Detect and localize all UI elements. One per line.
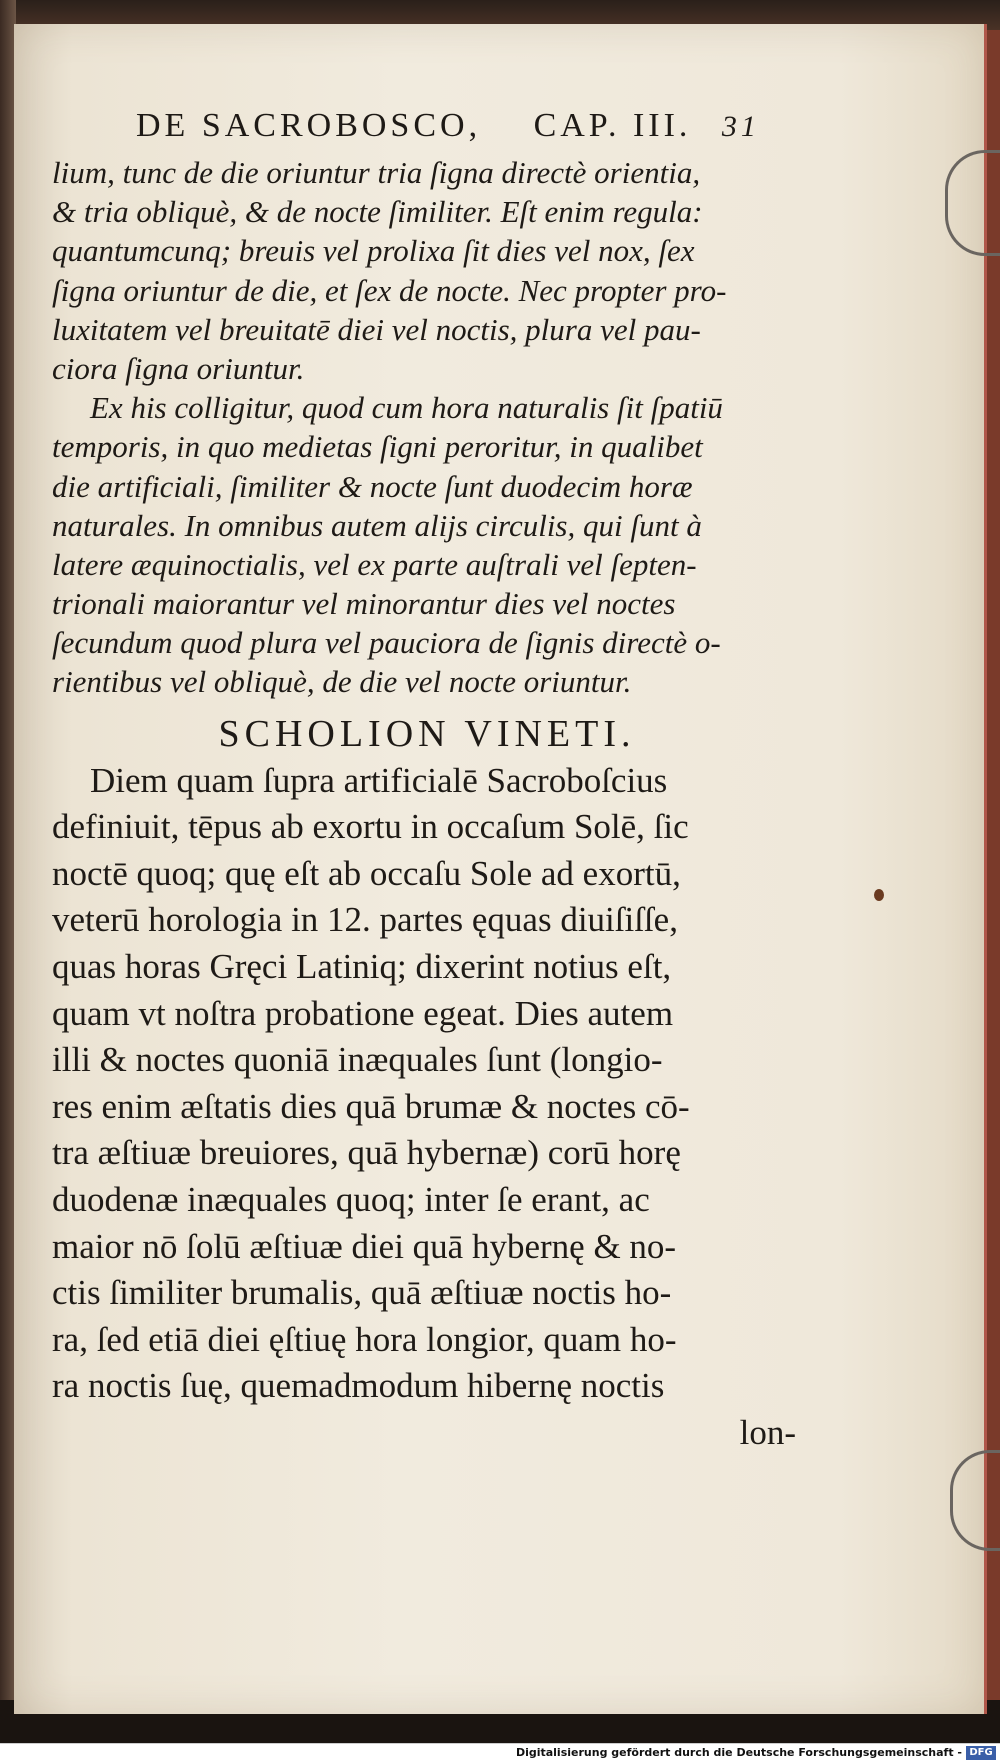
scholion-text — [52, 758, 802, 1410]
text-line: trionali maiorantur vel minorantur dies vel noctes — [52, 586, 676, 622]
ink-spot — [874, 889, 884, 901]
text-line: res enim æſtatis dies quā brumæ & noctes cō- — [52, 1086, 690, 1126]
text-line: ra noctis ſuę, quemadmodum hibernę noctis — [52, 1366, 665, 1406]
text-line: definiuit, tēpus ab exortu in occaſum Solē, ſic — [52, 807, 689, 847]
text-line: latere æquinoctialis, vel ex parte auſtrali vel ſepten- — [52, 546, 697, 582]
text-line: Diem quam ſupra artificialē Sacroboſcius — [90, 760, 668, 800]
text-line: duodenæ inæquales quoq; inter ſe erant, ac — [52, 1179, 650, 1219]
page-number: 31 — [721, 110, 760, 143]
digitization-footer — [0, 1743, 1000, 1764]
text-line: rientibus vel obliquè, de die vel nocte oriuntur. — [52, 664, 632, 700]
text-line: tra æſtiuæ breuiores, quā hybernæ) corū horę — [52, 1133, 681, 1173]
text-line: ſecundum quod plura vel pauciora de ſignis directè o- — [52, 625, 721, 661]
chapter-label: CAP. III. — [533, 107, 692, 144]
text-line: temporis, in quo medietas ſigni peroritur, in qualibet — [52, 429, 703, 465]
text-line: Ex his colligitur, quod cum hora naturalis ſit ſpatiū — [90, 390, 723, 426]
running-title: DE SACROBOSCO, — [136, 107, 482, 144]
text-line: ciora ſigna oriuntur. — [52, 350, 305, 386]
text-line: & tria obliquè, & de nocte ſimiliter. Eſt enim regula: — [52, 194, 703, 230]
text-line: ſigna oriuntur de die, et ſex de nocte. Nec propter pro- — [52, 272, 727, 308]
book-page — [14, 24, 987, 1714]
section-heading: SCHOLION VINETI. — [218, 712, 636, 755]
dfg-logo-icon: DFG — [966, 1746, 996, 1760]
text-line: veterū horologia in 12. partes ęquas diuiſiſſe, — [52, 900, 678, 940]
italic-text — [52, 153, 802, 702]
text-line: lium, tunc de die oriuntur tria ſigna directè orientia, — [52, 155, 701, 190]
page-clip-top — [945, 150, 1000, 256]
text-line: maior nō ſolū æſtiuæ diei quā hybernę & no- — [52, 1226, 677, 1266]
text-line: illi & noctes quoniā inæquales ſunt (longio- — [52, 1040, 663, 1080]
text-line: quas horas Gręci Latiniq; dixerint notius eſt, — [52, 947, 672, 986]
text-line: ctis ſimiliter brumalis, quā æſtiuæ noctis ho- — [52, 1273, 672, 1313]
text-line: ra, ſed etiā diei ęſtiuę hora longior, quam ho- — [52, 1319, 677, 1359]
text-line: noctē quoq; quę eſt ab occaſu Sole ad exortū, — [52, 853, 681, 893]
footer-credit: Digitalisierung gefördert durch die Deutsche Forschungsgemeinschaft - — [515, 1746, 962, 1759]
running-header — [52, 99, 802, 153]
page-text — [52, 99, 802, 1456]
text-line: quantumcunq; breuis vel prolixa ſit dies vel nox, ſex — [52, 233, 695, 269]
text-line: naturales. In omnibus autem alijs circulis, qui ſunt à — [52, 507, 702, 543]
text-line: die artificiali, ſimiliter & nocte ſunt duodecim horæ — [52, 468, 693, 504]
catchword: lon- — [739, 1412, 796, 1452]
text-line: quam vt noſtra probatione egeat. Dies autem — [52, 993, 674, 1033]
text-line: luxitatem vel breuitatē diei vel noctis, plura vel pau- — [52, 311, 701, 347]
